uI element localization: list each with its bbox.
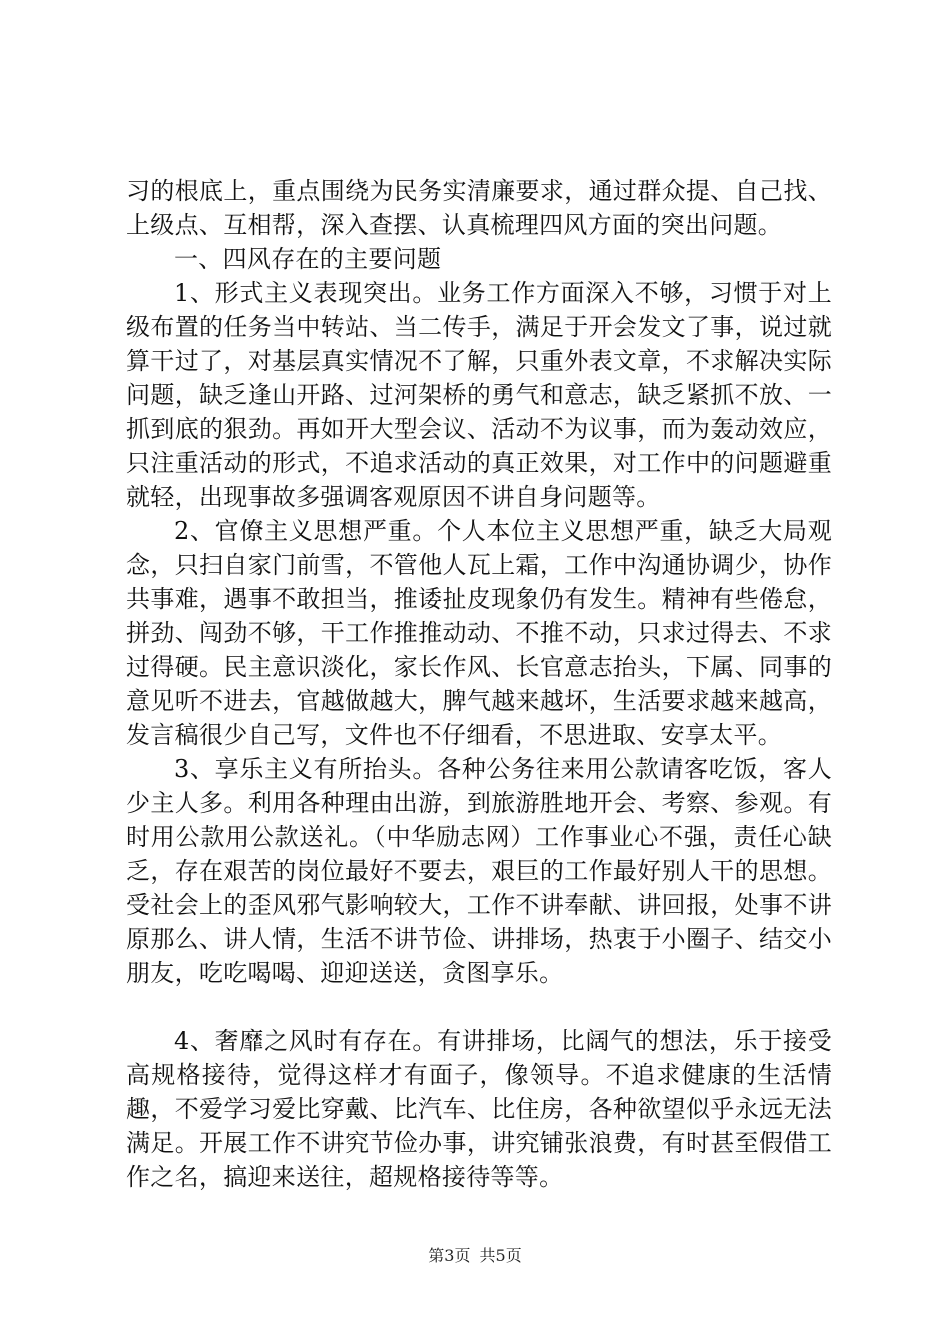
paragraph-formalism: 1、形式主义表现突出。业务工作方面深入不够，习惯于对上级布置的任务当中转站、当二传手，满足于开会发文了事，说过就算干过了，对基层真实情况不了解，只重外表文章，不求解决实际问题，缺乏逢山开路、过河架桥的勇气和意志，缺乏紧抓不放、一抓到底的狠劲。再如开大型会议、活动不为议事，而为轰动效应，只注重活动的形式，不追求活动的真正效果，对工作中的问题避重就轻，出现事故多强调客观原因不讲自身问题等。	[126, 279, 832, 511]
paragraph-bureaucratism: 2、官僚主义思想严重。个人本位主义思想严重，缺乏大局观念，只扫自家门前雪，不管他人瓦上霜，工作中沟通协调少，协作共事难，遇事不敢担当，推诿扯皮现象仍有发生。精神有些倦怠，拼劲、闯劲不够，干工作推推动动、不推不动，只求过得去、不求过得硬。民主意识淡化，家长作风、长官意志抬头，下属、同事的意见听不进去，官越做越大，脾气越来越坏，生活要求越来越高，发言稿很少自己写，文件也不仔细看，不思进取、安享太平。	[126, 517, 832, 749]
page-number: 第3页	[428, 1246, 471, 1265]
paragraph-hedonism: 3、享乐主义有所抬头。各种公务往来用公款请客吃饭，客人少主人多。利用各种理由出游，到旅游胜地开会、考察、参观。有时用公款用公款送礼。（中华励志网）工作事业心不强，责任心缺乏，存在艰苦的岗位最好不要去，艰巨的工作最好别人干的思想。受社会上的歪风邪气影响较大，工作不讲奉献、讲回报，处事不讲原那么、讲人情，生活不讲节俭、讲排场，热衷于小圈子、结交小朋友，吃吃喝喝、迎迎送送，贪图享乐。	[126, 755, 832, 987]
paragraph-intro: 习的根底上，重点围绕为民务实清廉要求，通过群众提、自己找、上级点、互相帮，深入查摆、认真梳理四风方面的突出问题。	[126, 177, 832, 239]
document-body	[126, 174, 832, 1194]
paragraph-extravagance: 4、奢靡之风时有存在。有讲排场，比阔气的想法，乐于接受高规格接待，觉得这样才有面子，像领导。不追求健康的生活情趣，不爱学习爱比穿戴、比汽车、比住房，各种欲望似乎永远无法满足。开展工作不讲究节俭办事，讲究铺张浪费，有时甚至假借工作之名，搞迎来送往，超规格接待等等。	[126, 1027, 832, 1191]
section-heading: 一、四风存在的主要问题	[174, 245, 442, 273]
page-total: 共5页	[479, 1246, 522, 1265]
page-footer	[0, 1246, 950, 1266]
